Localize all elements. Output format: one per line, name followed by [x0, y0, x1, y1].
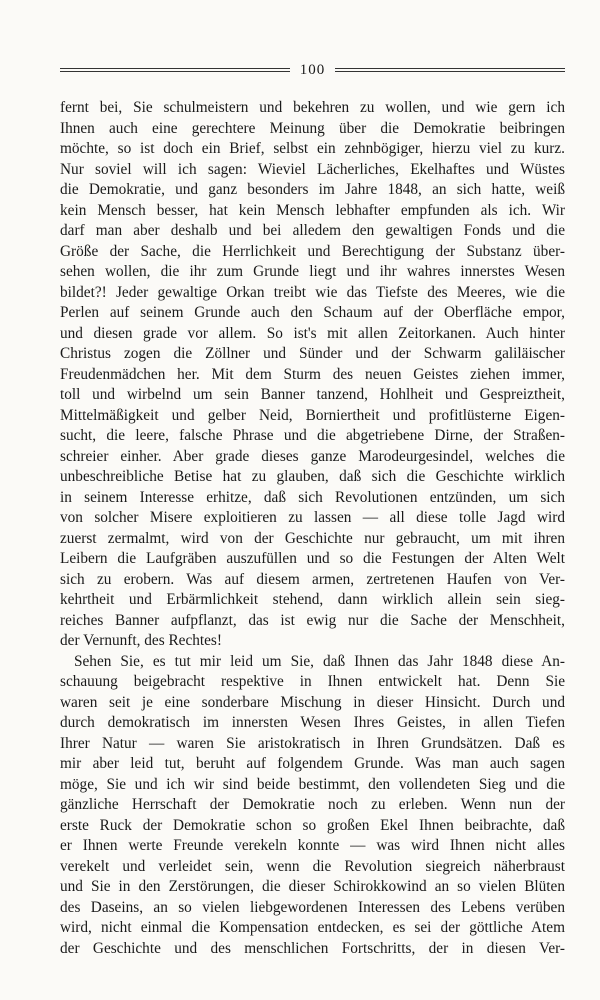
text-line: verekelt und verleidet sein, wenn die Revolution siegreich näherbraust: [60, 857, 565, 875]
text-line: Perlen auf seinem Grunde auch den Schaum auf der Oberfläche empor,: [60, 304, 565, 321]
text-line: und diesen grade vor allem. So ist's mit allen Zeitorkanen. Auch hinter: [60, 324, 565, 342]
text-line: mir aber leid tut, beruht auf folgendem Grunde. Was man auch sagen: [60, 755, 565, 772]
page-number: 100: [299, 61, 326, 78]
text-line: er Ihnen werte Freunde verekeln konnte — was wird Ihnen nicht alles: [60, 837, 565, 854]
text-line: schreier einher. Aber grade dieses ganze Marodeurgesindel, welches die: [60, 447, 565, 465]
text-line: Leibern die Laufgräben auszufüllen und so die Festungen der Alten Welt: [60, 550, 565, 567]
text-line: Ihrer Natur — waren Sie aristokratisch in Ihren Grundsätzen. Daß es: [60, 734, 565, 752]
text-line: die Demokratie, und ganz besonders im Jahre 1848, an sich hatte, weiß: [60, 181, 565, 198]
text-line: und Sie in den Zerstörungen, die dieser Schirokkowind an so vielen Blüten: [60, 878, 565, 895]
header-rule-left: [60, 68, 290, 72]
text-line: in seinem Interesse erhitze, daß sich Revolutionen entzünden, um sich: [60, 488, 565, 506]
text-line: reiches Banner aufpflanzt, das ist ewig nur die Sache der Menschheit,: [60, 611, 565, 629]
text-line: Freudenmädchen her. Mit dem Sturm des neuen Geistes ziehen immer,: [60, 365, 565, 383]
paragraph: [60, 652, 565, 960]
text-line: möge, Sie und ich wir sind beide bestimmt, den vollendeten Sieg und die: [60, 775, 565, 793]
text-line: Sehen Sie, es tut mir leid um Sie, daß Ihnen das Jahr 1848 diese An-: [74, 652, 565, 670]
text-line: wird, nicht einmal die Kompensation entdecken, es sei der göttliche Atem: [60, 919, 565, 936]
text-line: fernt bei, Sie schulmeistern und bekehren zu wollen, und wie gern ich: [60, 99, 565, 116]
page-body: [60, 98, 565, 959]
text-line: möchte, so ist doch ein Brief, selbst ein zehnbögiger, hierzu viel zu kurz.: [60, 140, 565, 157]
text-line: sehen wollen, die ihr zum Grunde liegt und ihr wahres innerstes Wesen: [60, 263, 565, 280]
text-line: von solcher Misere exploitieren zu lassen — all diese tolle Jagd wird: [60, 509, 565, 526]
text-line: durch demokratisch im innersten Wesen Ihres Geistes, in allen Tiefen: [60, 714, 565, 731]
text-line: erste Ruck der Demokratie schon so großen Ekel Ihnen beibrachte, daß: [60, 816, 565, 834]
text-line: der Vernunft, des Rechtes!: [60, 632, 222, 649]
header-rule-right: [335, 68, 565, 72]
text-line: toll und wirbelnd um sein Banner tanzend, Hohlheit und Gespreiztheit,: [60, 386, 565, 403]
text-line: Größe der Sache, die Herrlichkeit und Berechtigung der Substanz über-: [60, 242, 565, 260]
text-line: des Daseins, an so vielen liebgewordenen Interessen des Lebens verüben: [60, 898, 565, 916]
text-line: Ihnen auch eine gerechtere Meinung über die Demokratie beibringen: [60, 119, 565, 137]
text-line: sich zu erobern. Was auf diesem armen, zertretenen Haufen von Ver-: [60, 570, 565, 588]
page-header: [60, 59, 565, 81]
text-line: der Geschichte und des menschlichen Fortschritts, der in diesen Ver-: [60, 939, 565, 957]
text-line: waren seit je eine sonderbare Mischung in dieser Hinsicht. Durch und: [60, 693, 565, 711]
text-line: sucht, die leere, falsche Phrase und die abgetriebene Dirne, der Straßen-: [60, 427, 565, 444]
text-line: Mittelmäßigkeit und gelber Neid, Borniertheit und profitlüsterne Eigen-: [60, 406, 565, 424]
paragraph: [60, 98, 565, 652]
text-line: schauung beigebracht respektive in Ihnen entwickelt hat. Denn Sie: [60, 673, 565, 690]
text-line: unbeschreibliche Betise hat zu glauben, daß sich die Geschichte wirklich: [60, 468, 565, 485]
text-line: darf man aber deshalb und bei alledem den gewaltigen Fonds und die: [60, 222, 565, 239]
text-line: gänzliche Herrschaft der Demokratie noch zu erleben. Wenn nun der: [60, 796, 565, 813]
text-line: Nur soviel will ich sagen: Wieviel Lächerliches, Ekelhaftes und Wüstes: [60, 160, 565, 178]
text-line: kehrtheit und Erbärmlichkeit stehend, dann wirklich allein sein sieg-: [60, 591, 565, 608]
text-line: bildet?! Jeder gewaltige Orkan treibt wie das Tiefste des Meeres, wie die: [60, 283, 565, 301]
text-line: zuerst zermalmt, wird von der Geschichte nur gebraucht, um mit ihren: [60, 529, 565, 547]
text-line: kein Mensch besser, hat kein Mensch lebhafter empfunden als ich. Wir: [60, 201, 565, 219]
text-line: Christus zogen die Zöllner und Sünder und der Schwarm galiläischer: [60, 345, 565, 362]
